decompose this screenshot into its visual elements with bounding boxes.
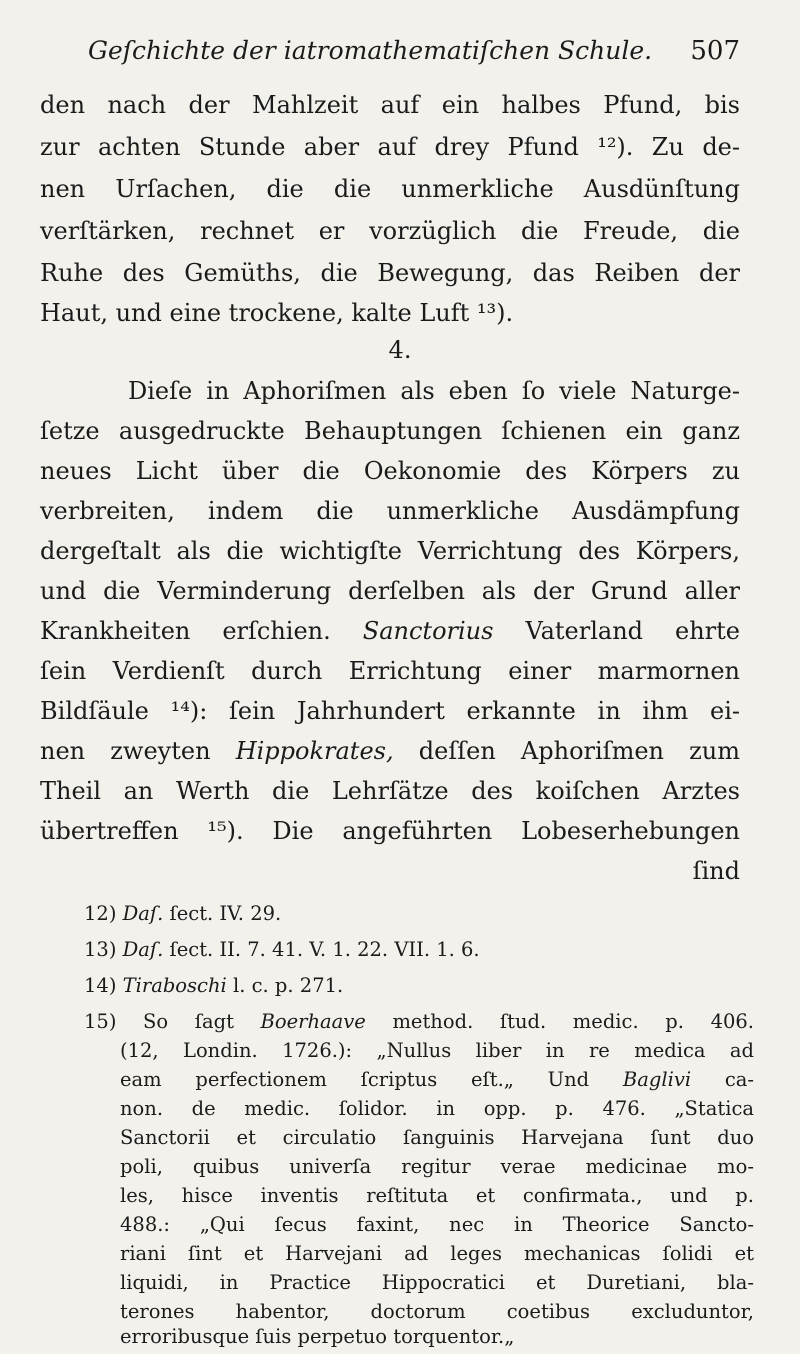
- text-line: dergeſtalt als die wichtigſte Verrichtung des Körpers,: [40, 537, 740, 565]
- text-line: nen Urſachen, die die unmerkliche Ausdünſtung: [40, 175, 740, 203]
- text-fragment: Krankheiten erſchien.: [40, 617, 331, 645]
- footnote-line: les, hisce inventis reſtituta et confirmata., und p.: [120, 1184, 754, 1207]
- footnote-line: riani ſint et Harvejani ad leges mechanicas ſolidi et: [120, 1242, 754, 1265]
- footnote-13: [84, 936, 744, 964]
- footnote-source: Daſ.: [122, 938, 164, 961]
- text-line: Ruhe des Gemüths, die Bewegung, das Reiben der: [40, 259, 740, 287]
- text-line: Theil an Werth die Lehrſätze des koiſchen Arztes: [40, 777, 740, 805]
- footnote-text: l. c. p. 271.: [232, 974, 344, 997]
- page-number: 507: [690, 36, 740, 66]
- footnote-line: Sanctorii et circulatio ſanguinis Harvejana ſunt duo: [120, 1126, 754, 1149]
- footnote-text: eam perfectionem ſcriptus eſt.„ Und: [120, 1068, 590, 1091]
- running-title: Geſchichte der iatromathematiſchen Schule.: [88, 36, 653, 65]
- text-line: ſetze ausgedruckte Behauptungen ſchienen ein ganz: [40, 417, 740, 445]
- footnote-text: ca-: [724, 1068, 755, 1091]
- footnote-line: non. de medic. ſolidor. in opp. p. 476. „Statica: [120, 1097, 754, 1120]
- footnote-number: 13): [84, 938, 117, 961]
- footnote-number: 12): [84, 902, 117, 925]
- text-line: [40, 614, 740, 648]
- footnote-text: ſect. II. 7. 41. V. 1. 22. VII. 1. 6.: [169, 938, 480, 961]
- footnote-14: [84, 972, 744, 1000]
- text-fragment: Vaterland ehrte: [525, 617, 740, 645]
- text-line: [40, 734, 740, 768]
- text-line: neues Licht über die Oekonomie des Körpers zu: [40, 457, 740, 485]
- footnote-source: Tiraboschi: [122, 974, 227, 997]
- text-fragment: deſſen Aphoriſmen zum: [418, 737, 740, 765]
- footnote-line: liquidi, in Practice Hippocratici et Duretiani, bla-: [120, 1271, 754, 1294]
- text-line: verbreiten, indem die unmerkliche Ausdämpfung: [40, 497, 740, 525]
- footnote-source: Boerhaave: [260, 1010, 366, 1033]
- footnote-line: erroribusque ſuis perpetuo torquentor.„: [120, 1325, 515, 1348]
- text-line: Haut, und eine trockene, kalte Luft ¹³).: [40, 299, 514, 327]
- text-line: übertreffen ¹⁵). Die angeführten Lobeserhebungen: [40, 817, 740, 845]
- text-line: zur achten Stunde aber auf drey Pfund ¹²). Zu de-: [40, 133, 740, 161]
- footnote-line: (12, Londin. 1726.): „Nullus liber in re medica ad: [120, 1039, 754, 1062]
- text-line: Bildſäule ¹⁴): ſein Jahrhundert erkannte in ihm ei-: [40, 697, 740, 725]
- footnote-line: 488.: „Qui ſecus faxint, nec in Theorice Sancto-: [120, 1213, 754, 1236]
- footnote-15: [84, 1008, 754, 1036]
- text-line: und die Verminderung derſelben als der Grund aller: [40, 577, 740, 605]
- footnote-line: poli, quibus univerſa regitur verae medicinae mo-: [120, 1155, 754, 1178]
- text-line: Dieſe in Aphoriſmen als eben ſo viele Naturge-: [128, 377, 740, 405]
- footnote-text: method. ſtud. medic. p. 406.: [392, 1010, 754, 1033]
- footnote-12: [84, 900, 744, 928]
- person-name: Sanctorius: [362, 617, 494, 645]
- section-number: 4.: [388, 336, 412, 364]
- text-line: verſtärken, rechnet er vorzüglich die Freude, die: [40, 217, 740, 245]
- catchword: ſind: [692, 857, 740, 885]
- person-name: Hippokrates,: [235, 737, 394, 765]
- text-line: den nach der Mahlzeit auf ein halbes Pfund, bis: [40, 91, 740, 119]
- running-head: [88, 36, 740, 65]
- footnote-source: Daſ.: [122, 902, 164, 925]
- text-line: ſein Verdienſt durch Errichtung einer marmornen: [40, 657, 740, 685]
- footnote-text: ſect. IV. 29.: [169, 902, 282, 925]
- footnote-text: So ſagt: [143, 1010, 234, 1033]
- footnote-source: Baglivi: [622, 1068, 692, 1091]
- footnote-number: 15): [84, 1010, 117, 1033]
- footnote-line: [120, 1066, 754, 1094]
- footnote-line: terones habentor, doctorum coetibus excluduntor,: [120, 1300, 754, 1323]
- footnote-number: 14): [84, 974, 117, 997]
- text-fragment: nen zweyten: [40, 737, 211, 765]
